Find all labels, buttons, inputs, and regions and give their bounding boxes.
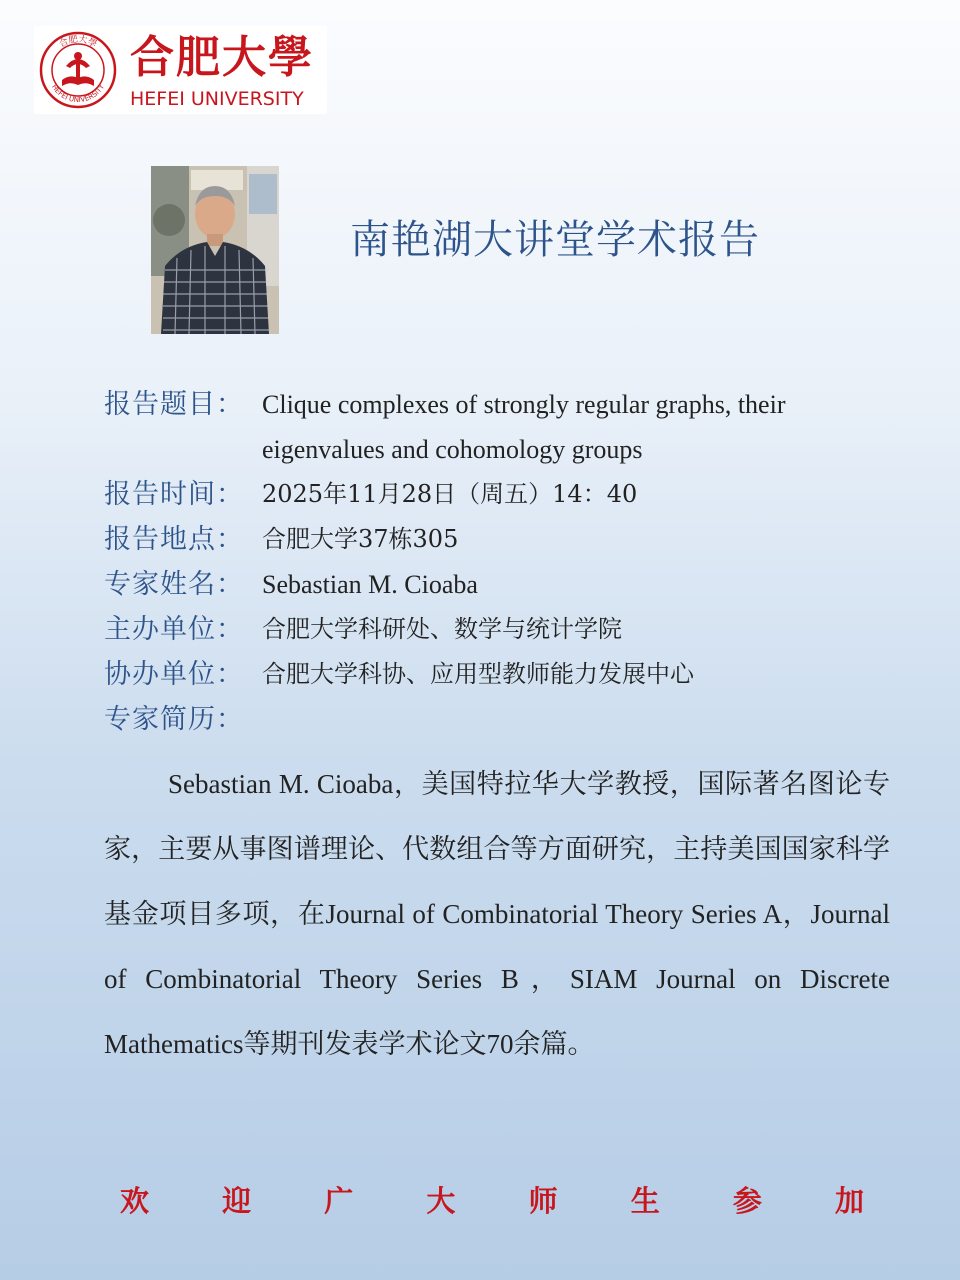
- university-name-cn: 合肥大學: [130, 32, 314, 83]
- info-row-location: [104, 517, 904, 562]
- welcome-char: 加: [834, 1184, 864, 1218]
- welcome-char: 广: [324, 1184, 354, 1218]
- info-value: 2025年11月28日（周五）14：40: [262, 480, 638, 508]
- info-row-cohost: [104, 652, 904, 697]
- info-row-time: [104, 472, 904, 517]
- speaker-bio: Sebastian M. Cioaba，美国特拉华大学教授，国际著名图论专家，主要从事图谱理论、代数组合等方面研究，主持美国国家科学基金项目多项，在Journal of Combinatorial Theory Series A，Journal of Combinatorial Theory Series B，SIAM Journal on Discrete Mathematics等期刊发表学术论文70余篇。: [104, 769, 890, 1059]
- info-label: 专家简历：: [104, 704, 244, 735]
- info-value: 合肥大学科研处、数学与统计学院: [262, 615, 622, 643]
- university-seal-icon: [38, 30, 118, 110]
- university-name-en: HEFEI UNIVERSITY: [130, 88, 304, 110]
- seal-ring-en: HEFEI UNIVERSITY: [49, 83, 107, 105]
- info-label: 协办单位：: [104, 659, 244, 690]
- info-row-host: [104, 607, 904, 652]
- info-value: 合肥大学37栋305: [262, 525, 459, 553]
- info-label: 报告时间：: [104, 479, 244, 510]
- welcome-char: 大: [426, 1184, 456, 1218]
- info-row-bio-label: [104, 697, 904, 742]
- speaker-portrait-icon: [151, 166, 279, 334]
- university-logo: [34, 26, 327, 114]
- welcome-char: 师: [528, 1184, 558, 1218]
- lecture-info: [104, 382, 904, 742]
- info-value: 合肥大学科协、应用型教师能力发展中心: [262, 660, 694, 688]
- welcome-char: 欢: [120, 1184, 150, 1218]
- info-value: Sebastian M. Cioaba: [262, 570, 478, 599]
- info-label: 主办单位：: [104, 614, 244, 645]
- info-row-speaker: [104, 562, 904, 607]
- info-label: 报告题目：: [104, 389, 244, 420]
- info-row-title: [104, 382, 904, 472]
- welcome-char: 生: [630, 1184, 660, 1218]
- speaker-photo: [151, 166, 279, 334]
- seal-ring-cn: 合肥大學: [57, 34, 99, 50]
- info-label: 报告地点：: [104, 524, 244, 555]
- info-value: Clique complexes of strongly regular graphs, their eigenvalues and cohomology groups: [262, 390, 786, 464]
- welcome-char: 参: [732, 1184, 762, 1218]
- info-label: 专家姓名：: [104, 569, 244, 600]
- welcome-banner: [104, 1174, 864, 1228]
- lecture-heading: 南艳湖大讲堂学术报告: [350, 217, 760, 263]
- welcome-char: 迎: [222, 1184, 252, 1218]
